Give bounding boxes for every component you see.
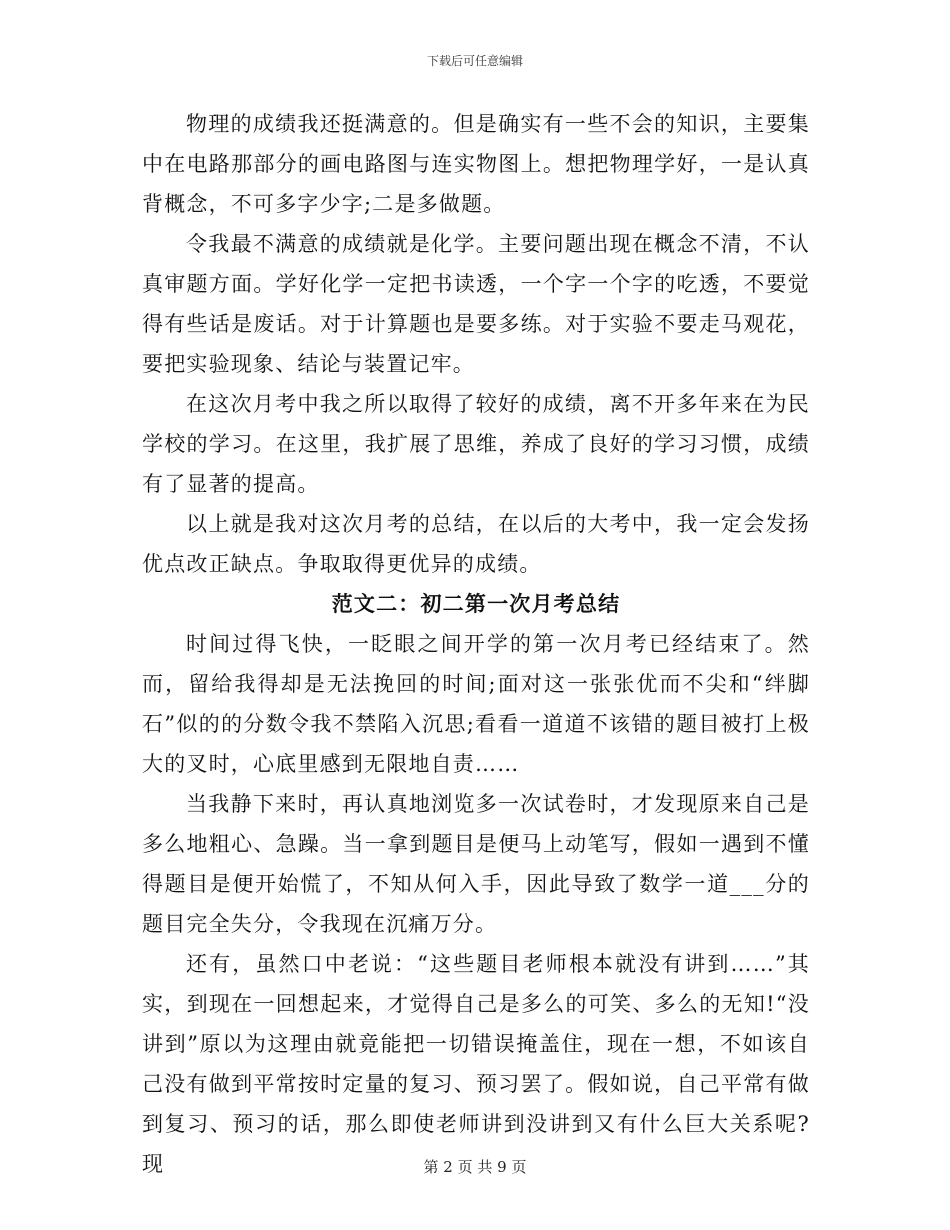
section-title: 范文二：初二第一次月考总结 bbox=[331, 591, 621, 616]
page-number: 第 2 页 共 9 页 bbox=[423, 1158, 527, 1176]
paragraph-time-flies: 时间过得飞快，一眨眼之间开学的第一次月考已经结束了。然而，留给我得却是无法挽回的时间;面对这一张张优而不尖和“绊脚石”似的的分数令我不禁陷入沉思;看看一道道不该错的题目被打上极大的叉时，心底里感到无限地自责…… bbox=[142, 632, 810, 776]
paragraph-physics: 物理的成绩我还挺满意的。但是确实有一些不会的知识，主要集中在电路那部分的画电路图与连实物图上。想把物理学好，一是认真背概念，不可多字少字;二是多做题。 bbox=[142, 112, 810, 216]
paragraph-careless: 当我静下来时，再认真地浏览多一次试卷时，才发现原来自己是多么地粗心、急躁。当一拿到题目是便马上动笔写，假如一遇到不懂得题目是便开始慌了，不知从何入手，因此导致了数学一道___分的题目完全失分，令我现在沉痛万分。 bbox=[142, 792, 810, 936]
paragraph-conclusion: 以上就是我对这次月考的总结，在以后的大考中，我一定会发扬优点改正缺点。争取取得更优异的成绩。 bbox=[142, 512, 810, 576]
paragraph-excuses: 还有，虽然口中老说：“这些题目老师根本就没有讲到……”其实，到现在一回想起来，才觉得自己是多么的可笑、多么的无知!“没讲到”原以为这理由就竟能把一切错误掩盖住，现在一想，不如该自己没有做到平常按时定量的复习、预习罢了。假如说，自己平常有做到复习、预习的话，那么即使老师讲到没讲到又有什么巨大关系呢?现 bbox=[142, 952, 810, 1176]
paragraph-school: 在这次月考中我之所以取得了较好的成绩，离不开多年来在为民学校的学习。在这里，我扩展了思维，养成了良好的学习习惯，成绩有了显著的提高。 bbox=[142, 392, 810, 496]
page-header: 下载后可任意编辑 bbox=[426, 54, 523, 68]
paragraph-chemistry: 令我最不满意的成绩就是化学。主要问题出现在概念不清，不认真审题方面。学好化学一定把书读透，一个字一个字的吃透，不要觉得有些话是废话。对于计算题也是要多练。对于实验不要走马观花，要把实验现象、结论与装置记牢。 bbox=[142, 232, 810, 376]
document-body bbox=[142, 104, 810, 1184]
